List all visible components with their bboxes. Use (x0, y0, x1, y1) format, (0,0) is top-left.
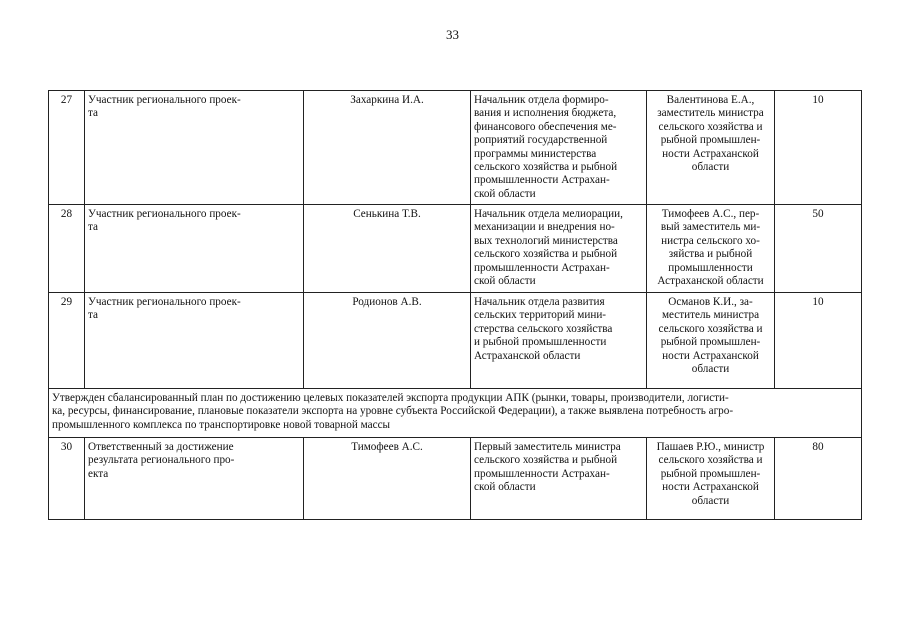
table-row (49, 293, 862, 389)
supervisor-text: Пашаев Р.Ю., министр сельского хозяйства и рыбной промышлен- ности Астраханской области (656, 441, 765, 507)
value-cell: 80 (775, 438, 862, 520)
supervisor-cell (647, 91, 775, 205)
supervisor-text: Тимофеев А.С., пер- вый заместитель ми- нистра сельского хо- зяйства и рыбной промышленности Астраханской области (657, 208, 764, 288)
role-text: Участник регионального проек- та (88, 208, 241, 234)
position-text: Начальник отдела развития сельских территорий мини- стерства сельского хозяйства и рыбной промышленности Астраханской области (474, 296, 613, 362)
role-cell (85, 293, 304, 389)
row-number-cell: 27 (49, 91, 85, 205)
supervisor-cell (647, 205, 775, 293)
position-text: Начальник отдела формиро- вания и исполнения бюджета, финансового обеспечения ме- роприятий государственной программы министерства сельского хозяйства и рыбной промышленности Астрахан- ской области (474, 94, 618, 200)
position-text: Начальник отдела мелиорации, механизации и внедрения но- вых технологий министерства сельского хозяйства и рыбной промышленности Астрахан- ской области (474, 208, 623, 288)
role-cell (85, 91, 304, 205)
value-cell: 10 (775, 91, 862, 205)
table-row (49, 91, 862, 205)
section-note-text: Утвержден сбалансированный план по достижению целевых показателей экспорта продукции АПК (рынки, товары, производители, логисти- ка, ресурсы, финансирование, плановые показатели экспорта на уровне субъекта Российской Федерации), а также выявлена потребность агро- промышленного комплекса по транспортировке новой товарной массы (52, 392, 734, 431)
position-cell (471, 205, 647, 293)
value-cell: 10 (775, 293, 862, 389)
value-cell: 50 (775, 205, 862, 293)
table-row (49, 438, 862, 520)
row-number-cell: 28 (49, 205, 85, 293)
responsibility-table (48, 90, 862, 520)
role-cell (85, 205, 304, 293)
supervisor-text: Валентинова Е.А., заместитель министра сельского хозяйства и рыбной промышлен- ности Астраханской области (657, 94, 764, 174)
row-number-cell: 30 (49, 438, 85, 520)
row-number-cell: 29 (49, 293, 85, 389)
name-cell: Тимофеев А.С. (304, 438, 471, 520)
page-number: 33 (446, 27, 459, 42)
name-cell: Сенькина Т.В. (304, 205, 471, 293)
supervisor-cell (647, 438, 775, 520)
position-cell (471, 293, 647, 389)
name-cell: Родионов А.В. (304, 293, 471, 389)
table-row (49, 205, 862, 293)
role-text: Ответственный за достижение результата регионального про- екта (88, 441, 235, 480)
position-text: Первый заместитель министра сельского хозяйства и рыбной промышленности Астрахан- ской области (474, 441, 621, 494)
position-cell (471, 438, 647, 520)
section-note-row (49, 389, 862, 438)
role-text: Участник регионального проек- та (88, 296, 241, 322)
position-cell (471, 91, 647, 205)
role-cell (85, 438, 304, 520)
supervisor-text: Османов К.И., за- меститель министра сельского хозяйства и рыбной промышлен- ности Астраханской области (658, 296, 763, 376)
role-text: Участник регионального проек- та (88, 94, 241, 120)
section-note-cell (49, 389, 862, 438)
supervisor-cell (647, 293, 775, 389)
name-cell: Захаркина И.А. (304, 91, 471, 205)
